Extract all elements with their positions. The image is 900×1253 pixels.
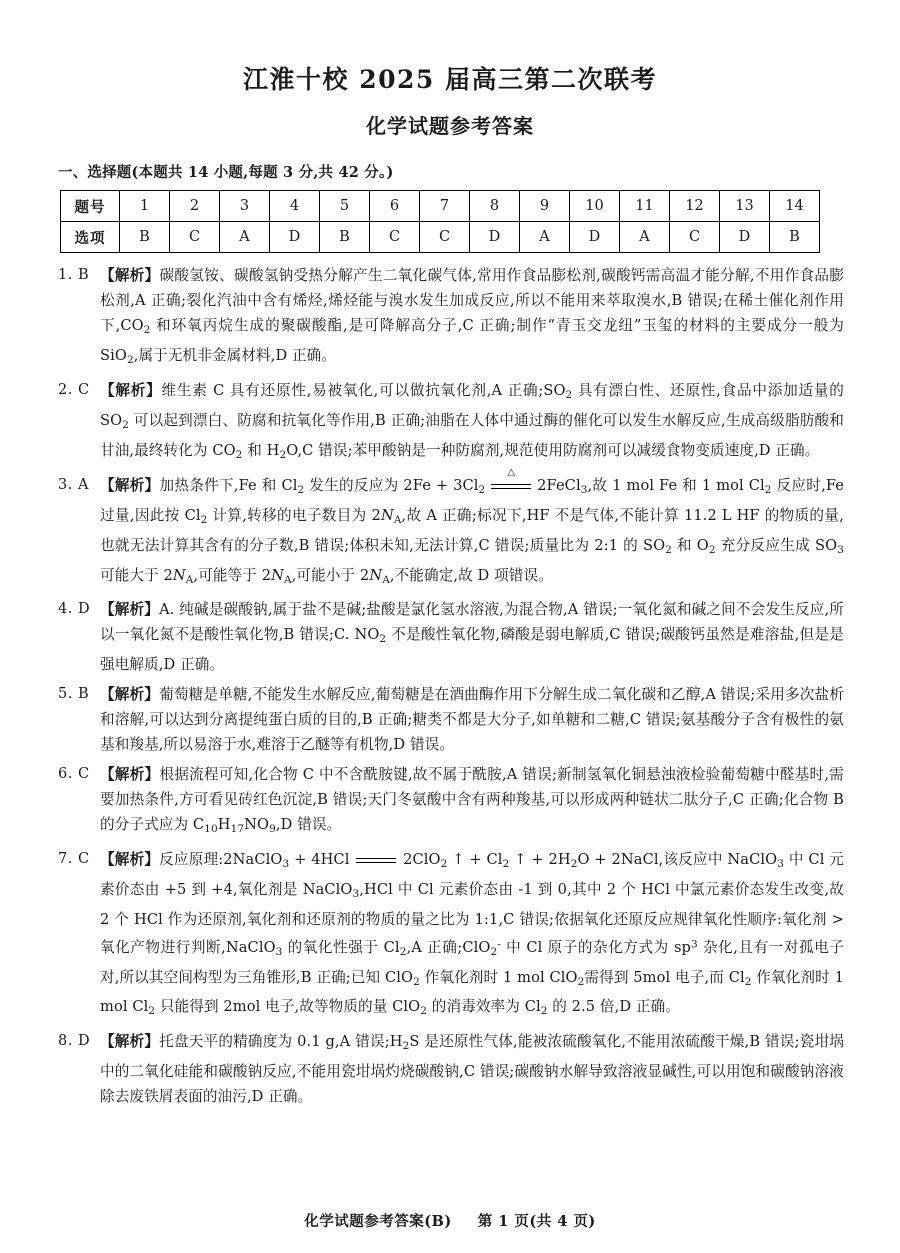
cell-number: 12 [670, 191, 720, 222]
list-item [56, 762, 844, 842]
explanation-number: 1. B [58, 267, 90, 283]
explanation-text: 加热条件下,Fe 和 $Cl_2$ 发生的反应为 $2Fe + 3Cl_2$ △ 2FeCl$_3$,故 1 mol Fe 和 1 mol $Cl_2$ 反应时,Fe 过量,因此按 $Cl_2$ 计算,转移的电子数目为 $2N_A$,故 A 正确;标况下,HF 不是气体,不能计算 11.2 L HF 的物质的量,也就无法计算其含有的分子数,B 错误;体积未知,无法计算,C 错误;质量比为 2:1 的 $SO_2$ 和 $O_2$ 充分反应生成 $SO_3$ 可能大于 $2N_A$,可能等于 $2N_A$,可能小于 $2N_A$,不能确定,故 D 项错误。 [100, 467, 844, 586]
cell-option: D [270, 222, 320, 253]
explanations-list [56, 263, 844, 1109]
explanation-tag: 【解析】 [100, 1033, 160, 1051]
list-item [56, 1029, 844, 1109]
cell-number: 8 [470, 191, 520, 222]
cell-number: 14 [770, 191, 820, 222]
explanation-body [100, 597, 844, 677]
cell-option: C [170, 222, 220, 253]
cell-option: D [720, 222, 770, 253]
cell-option: B [770, 222, 820, 253]
footer-label: 化学试题参考答案(B) [304, 1213, 452, 1230]
list-item [56, 847, 844, 1024]
explanation-tag: 【解析】 [100, 686, 160, 704]
explanation-text: 反应原理:2NaClO$_3$ + 4HCl 2ClO$_2$ ↑ + $Cl_2$ ↑ + $2H_2O$ + 2NaCl,该反应中 NaClO$_3$ 中 Cl 元素价态由 +5 到 +4,氧化剂是 NaClO$_3$,HCl 中 Cl 元素价态由 -1 到 0,其中 2 个 HCl 中氯元素价态发生改变,故 2 个 HCl 作为还原剂,氧化剂和还原剂的物质的量之比为 1:1,C 错误;依据氧化还原反应规律氧化性顺序:氧化剂 > 氧化产物进行判断,NaClO$_3$ 的氧化性强于 $Cl_2,A$ 正确;ClO$_2$- 中 Cl 原子的杂化方式为 $sp^3$ 杂化,且有一对孤电子对,所以其空间构型为三角锥形,B 正确;已知 ClO$_2$ 作氧化剂时 1 mol ClO$_2$需得到 5mol 电子,而 $Cl_2$ 作氧化剂时 1 mol $Cl_2$ 只能得到 2mol 电子,故等物质的量 ClO$_2$ 的消毒效率为 $Cl_2$ 的 2.5 倍,D 正确。 [100, 851, 844, 1018]
table-row [61, 191, 820, 222]
answer-table-body [61, 191, 820, 253]
cell-number: 2 [170, 191, 220, 222]
cell-number: 13 [720, 191, 770, 222]
explanation-tag: 【解析】 [100, 601, 160, 619]
explanation-text: 碳酸氢铵、碳酸氢钠受热分解产生二氧化碳气体,常用作食品膨松剂,碳酸钙需高温才能分解,不用作食品膨松剂,A 正确;裂化汽油中含有烯烃,烯烃能与溴水发生加成反应,所以不能用来萃取溴水,B 错误;在稀土催化剂作用下$,CO_2$ 和环氧丙烷生成的聚碳酸酯,是可降解高分子,C 正确;制作“青玉交龙纽”玉玺的材料的主要成分一般为 SiO$_2$,属于无机非金属材料,D 正确。 [100, 267, 844, 366]
explanation-text: 托盘天平的精确度为 0.1 g,A 错误$;H_2S$ 是还原性气体,能被浓硫酸氧化,不能用浓硫酸干燥,B 错误;瓷坩埚中的二氧化硅能和碳酸钠反应,不能用瓷坩埚灼烧碳酸钠,C 错误;碳酸钠水解导致溶液显碱性,可以用饱和碳酸钠溶液除去废铁屑表面的油污,D 正确。 [100, 1033, 844, 1106]
cell-number: 3 [220, 191, 270, 222]
explanation-number: 6. C [58, 766, 90, 783]
section-heading: 一、选择题(本题共 14 小题,每题 3 分,共 42 分。) [58, 164, 394, 181]
explanation-body [100, 263, 844, 373]
cell-option: D [470, 222, 520, 253]
page-title: 江淮十校 2025 届高三第二次联考 [243, 65, 657, 94]
list-item [56, 263, 844, 373]
explanation-number: 7. C [58, 851, 90, 868]
explanation-tag: 【解析】 [100, 267, 160, 284]
cell-option: B [320, 222, 370, 253]
explanation-text: 根据流程可知,化合物 C 中不含酰胺键,故不属于酰胺,A 错误;新制氢氧化铜悬浊液检验葡萄糖中醛基时,需要加热条件,方可看见砖红色沉淀,B 错误;天门冬氨酸中含有两种羧基,可以形成两种链状二肽分子,C 正确;化合物 B 的分子式应为 $C_{10}H_{17}NO_9,D$ 错误。 [100, 766, 844, 836]
list-item [56, 682, 844, 757]
row-header-option: 选项 [61, 222, 120, 253]
page-subtitle: 化学试题参考答案 [366, 114, 534, 138]
explanation-text: 葡萄糖是单糖,不能发生水解反应,葡萄糖是在酒曲酶作用下分解生成二氧化碳和乙醇,A 错误;采用多次盐析和溶解,可以达到分离提纯蛋白质的目的,B 正确;糖类不都是大分子,如单糖和二糖,C 错误;氨基酸分子含有极性的氨基和羧基,所以易溶于水,难溶于乙醚等有机物,D 错误。 [100, 686, 845, 754]
list-item [56, 378, 844, 468]
explanation-body [100, 847, 844, 1024]
cell-number: 4 [270, 191, 320, 222]
cell-option: C [370, 222, 420, 253]
table-row [61, 222, 820, 253]
cell-option: B [120, 222, 170, 253]
explanation-tag: 【解析】 [100, 766, 160, 784]
explanation-text: A. 纯碱是碳酸钠,属于盐不是碱;盐酸是氯化氢水溶液,为混合物,A 错误;一氧化氮和碱之间不会发生反应,所以一氧化氮不是酸性氧化物,B 错误;C. $NO_2$ 不是酸性氧化物,磷酸是弱电解质,C 错误;碳酸钙虽然是难溶盐,但是是强电解质,D 正确。 [100, 601, 844, 674]
explanation-body [100, 682, 844, 757]
cell-option: C [670, 222, 720, 253]
cell-option: A [620, 222, 670, 253]
explanation-tag: 【解析】 [100, 476, 160, 494]
explanation-body [100, 1029, 844, 1109]
cell-option: A [520, 222, 570, 253]
cell-number: 10 [570, 191, 620, 222]
cell-number: 9 [520, 191, 570, 222]
page-footer [0, 1210, 900, 1231]
explanation-number: 2. C [58, 381, 90, 398]
cell-number: 1 [120, 191, 170, 222]
explanation-number: 3. A [58, 476, 89, 493]
answer-key-table [60, 190, 820, 253]
explanation-body [100, 762, 844, 842]
cell-number: 11 [620, 191, 670, 222]
explanation-number: 4. D [58, 601, 91, 618]
explanation-tag: 【解析】 [100, 381, 162, 399]
cell-option: C [420, 222, 470, 253]
cell-option: D [570, 222, 620, 253]
explanation-number: 8. D [58, 1033, 91, 1050]
row-header-question-number: 题号 [61, 191, 120, 222]
explanation-body [100, 467, 844, 593]
explanation-tag: 【解析】 [100, 851, 160, 869]
cell-number: 6 [370, 191, 420, 222]
footer-page-number: 第 1 页(共 4 页) [477, 1213, 596, 1230]
list-item [56, 597, 844, 677]
cell-number: 5 [320, 191, 370, 222]
explanation-number: 5. B [58, 686, 90, 703]
cell-number: 7 [420, 191, 470, 222]
cell-option: A [220, 222, 270, 253]
explanation-body [100, 378, 844, 468]
explanation-text: 维生素 C 具有还原性,易被氧化,可以做抗氧化剂,A 正确$;SO_2$ 具有漂白性、还原性,食品中添加适量的 $SO_2$ 可以起到漂白、防腐和抗氧化等作用,B 正确;油脂在人体中通过酶的催化可以发生水解反应,生成高级脂肪酸和甘油,最终转化为 $CO_2$ 和 $H_2O,C$ 错误;苯甲酸钠是一种防腐剂,规范使用防腐剂可以减缓食物变质速度,D 正确。 [100, 381, 844, 461]
list-item [56, 467, 844, 593]
